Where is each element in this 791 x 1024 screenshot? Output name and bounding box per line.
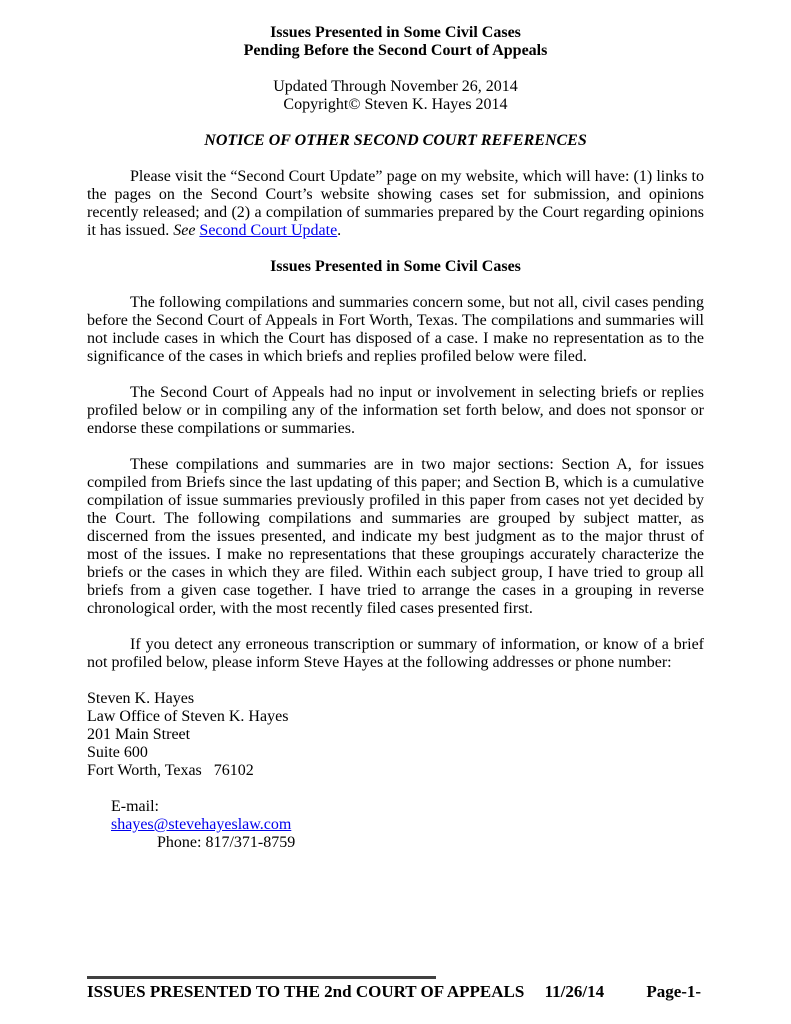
footer-divider-line — [87, 976, 436, 979]
email-link[interactable]: shayes@stevehayeslaw.com — [111, 816, 292, 833]
contact-block — [87, 690, 704, 870]
second-court-update-link[interactable]: Second Court Update — [199, 222, 338, 239]
paragraph-no-input: The Second Court of Appeals had no input or involvement in selecting briefs or replies profiled below or in compiling any of the information set forth below, and does not sponsor or endorse these compilations or summaries. — [87, 384, 704, 437]
footer-page-number: Page-1- — [646, 982, 702, 1001]
footer-date: 11/26/14 — [544, 982, 605, 1001]
notice-heading: NOTICE OF OTHER SECOND COURT REFERENCES — [204, 132, 587, 149]
footer-title: ISSUES PRESENTED TO THE 2nd COURT OF APPEALS — [87, 982, 525, 1001]
intro-period: . — [337, 222, 342, 239]
updated-through-line: Updated Through November 26, 2014 — [273, 78, 518, 95]
paragraph-two-sections: These compilations and summaries are in two major sections: Section A, for issues compiled from Briefs since the last updating of this paper; and Section B, which is a cumulative compilation of issue summaries previously profiled in this paper from cases not yet decided by the Court. The following compilations and summaries are grouped by subject matter, as discerned from the issues presented, and indicate my best judgment as to the major thrust of most of the issues. I make no representations that these groupings accurately characterize the briefs or the cases in which they are filed. Within each subject group, I have tried to group all briefs from a given case together. I have tried to arrange the cases in a grouping in reverse chronological order, with the most recently filed cases presented first. — [87, 456, 704, 617]
doc-title-line-1: Issues Presented in Some Civil Cases — [270, 24, 521, 41]
intro-paragraph — [87, 168, 704, 240]
page-footer — [87, 976, 704, 1002]
phone-number: Phone: 817/371-8759 — [157, 834, 296, 851]
intro-paragraph-text: Please visit the “Second Court Update” page on my website, which will have: (1) links to the pages on the Second Court’s website showing cases set for submission, and opinions recently released; and (2) a compilation of summaries prepared by the Court regarding opinions it has issued. — [87, 168, 704, 239]
see-label: See — [173, 222, 196, 239]
footer-text-row — [87, 982, 704, 1002]
email-label: E-mail: — [111, 798, 159, 815]
contact-email-phone-row — [87, 780, 704, 870]
copyright-line: Copyright© Steven K. Hayes 2014 — [283, 96, 508, 113]
contact-street: 201 Main Street — [87, 726, 191, 743]
contact-city-state-zip: Fort Worth, Texas 76102 — [87, 762, 254, 779]
doc-title-line-2: Pending Before the Second Court of Appeals — [243, 42, 548, 59]
contact-name: Steven K. Hayes — [87, 690, 195, 707]
section-heading: Issues Presented in Some Civil Cases — [270, 258, 521, 275]
paragraph-following-compilations: The following compilations and summaries concern some, but not all, civil cases pending before the Second Court of Appeals in Fort Worth, Texas. The compilations and summaries will not include cases in which the Court has disposed of a case. I make no representation as to the significance of the cases in which briefs and replies profiled below were filed. — [87, 294, 704, 365]
contact-suite: Suite 600 — [87, 744, 148, 761]
contact-firm: Law Office of Steven K. Hayes — [87, 708, 289, 725]
paragraph-detect-errors: If you detect any erroneous transcription or summary of information, or know of a brief not profiled below, please inform Steve Hayes at the following addresses or phone number: — [87, 636, 704, 671]
